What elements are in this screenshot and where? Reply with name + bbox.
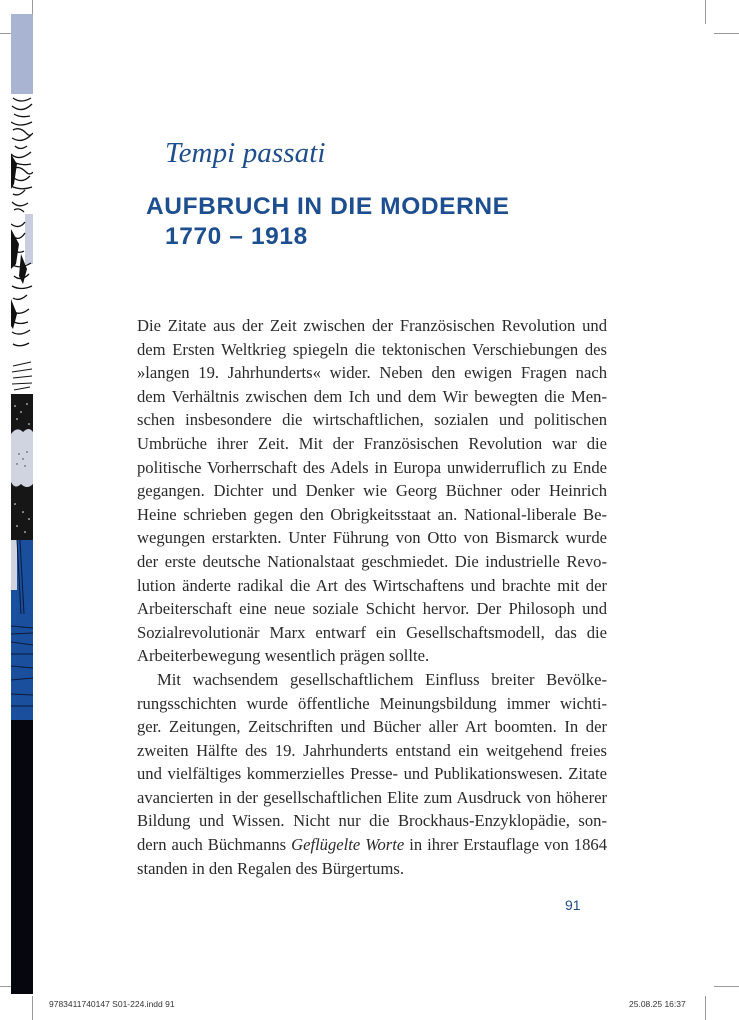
text-line xyxy=(137,833,607,857)
text-line: der erste deutsche Nationalstaat geschmiedet. Die industrielle Revo- xyxy=(137,551,607,571)
text-line: Bildung und Wissen. Nicht nur die Brockhaus-Enzyklopädie, son- xyxy=(137,811,607,831)
text-line: dem Verhältnis zwischen dem Ich und dem Wir bewegten die Men- xyxy=(137,386,607,406)
chapter-intro-text xyxy=(137,314,607,880)
text-line: lution änderte radikal die Art des Wirtschaftens und brachte mit der xyxy=(137,575,607,595)
text-line: Arbeiterschaft eine neue soziale Schicht hervor. Der Philosoph und xyxy=(137,599,607,619)
text-line: und vielfältiges kommerzielles Presse- und Publikationswesen. Zitate xyxy=(137,764,607,784)
text-line: rungsschichten wurde öffentliche Meinungsbildung immer wichti- xyxy=(137,693,607,713)
text-line: Heine schrieben gegen den Obrigkeitsstaat an. National-liberale Be- xyxy=(137,504,607,524)
chapter-title-years: 1770 – 1918 xyxy=(165,223,308,250)
text-line: Mit wachsendem gesellschaftlichem Einfluss breiter Bevölke- xyxy=(157,669,607,689)
chapter-title xyxy=(146,192,510,252)
paragraph-2 xyxy=(137,668,607,880)
crop-mark-bottom-left-vertical xyxy=(32,996,33,1020)
text-line: ger. Zeitungen, Zeitschriften und Bücher aller Art boomten. In der xyxy=(137,717,607,737)
text-line: dem Ersten Weltkrieg spiegeln die tektonischen Verschiebungen des xyxy=(137,339,607,359)
text-run: in ihrer Erstauflage von 1864 xyxy=(404,835,607,855)
print-slug-timestamp: 25.08.25 16:37 xyxy=(629,999,686,1009)
text-line: standen in den Regalen des Bürgertums. xyxy=(137,858,404,878)
text-line: schen insbesondere die wirtschaftlichen, sozialen und politischen xyxy=(137,410,607,430)
print-slug-file: 9783411740147 S01-224.indd 91 xyxy=(49,999,175,1009)
text-run: dern auch Büchmanns xyxy=(137,835,292,855)
text-line: wegungen erstarkten. Unter Führung von Otto von Bismarck wurde xyxy=(137,528,607,548)
text-line: Die Zitate aus der Zeit zwischen der Französischen Revolution und xyxy=(137,316,607,335)
text-line: zweiten Hälfte des 19. Jahrhunderts entstand ein weitgehend freies xyxy=(137,740,607,760)
crop-mark-top-right-vertical xyxy=(705,0,706,24)
text-line: gegangen. Dichter und Denker wie Georg Büchner oder Heinrich xyxy=(137,481,607,501)
text-line: Sozialrevolutionär Marx entwarf ein Gesellschaftsmodell, das die xyxy=(137,622,607,642)
text-line: Umbrüche ihrer Zeit. Mit der Französischen Revolution war die xyxy=(137,433,607,453)
chapter-title-line: AUFBRUCH IN DIE MODERNE xyxy=(146,193,510,220)
page-number: 91 xyxy=(565,897,581,913)
crop-mark-bottom-right-vertical xyxy=(705,996,706,1020)
crop-mark-bottom-right-horizontal xyxy=(714,986,739,987)
crop-mark-top-right-horizontal xyxy=(714,33,739,34)
book-title: Geflügelte Worte xyxy=(291,835,405,855)
paragraph-1 xyxy=(137,314,607,668)
text-line: »langen 19. Jahrhunderts« wider. Neben den ewigen Fragen nach xyxy=(137,363,607,383)
chapter-kicker: Tempi passati xyxy=(165,137,326,169)
text-line: politische Vorherrschaft des Adels in Europa unwiderruflich zu Ende xyxy=(137,457,607,477)
text-line: Arbeiterbewegung wesentlich prägen sollte. xyxy=(137,646,430,666)
cover-illustration-strip xyxy=(11,14,33,994)
text-line: avancierten in der gesellschaftlichen Elite zum Ausdruck von höherer xyxy=(137,787,607,807)
